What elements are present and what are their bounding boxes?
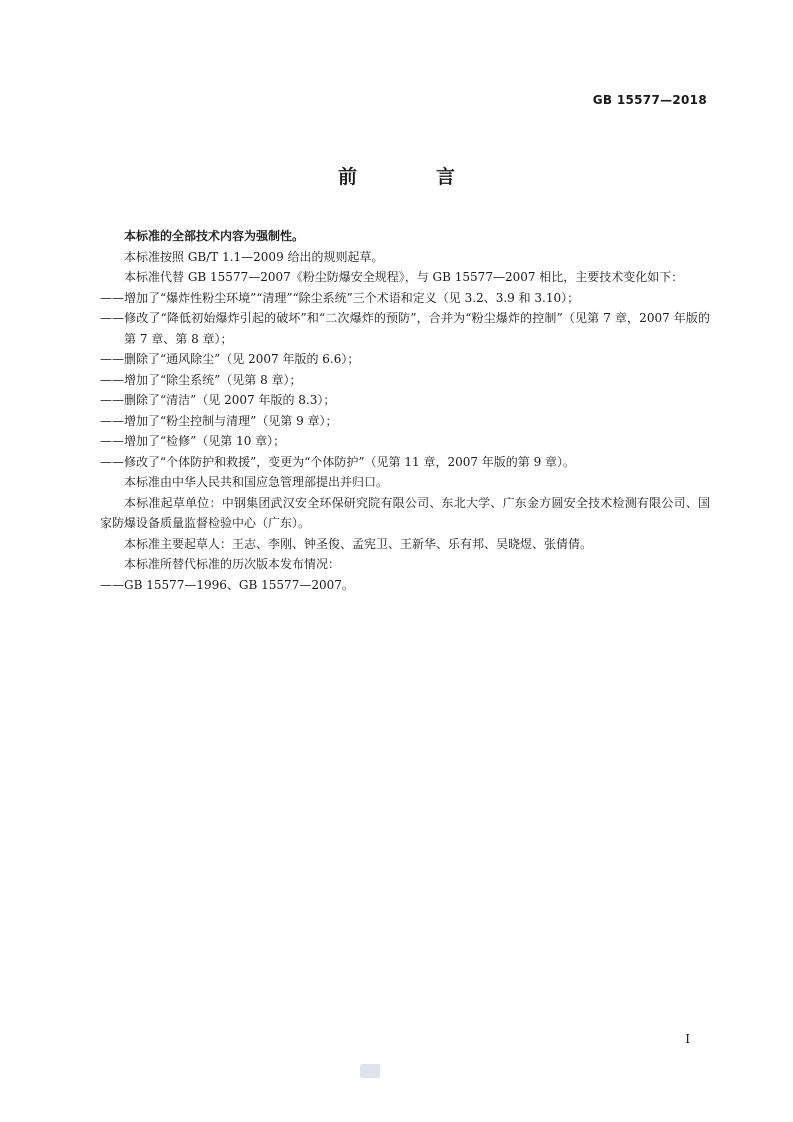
- standard-code: GB 15577—2018: [592, 93, 707, 107]
- foreword-body: [100, 226, 710, 595]
- paragraph-drafting-rules: 本标准按照 GB/T 1.1—2009 给出的规则起草。: [124, 249, 384, 264]
- list-item: ——删除了“清洁”（见 2007 年版的 8.3）；: [100, 393, 336, 407]
- paragraph-drafting-units: 本标准起草单位：中钢集团武汉安全环保研究院有限公司、东北大学、广东金方圆安全技术检测有限公司、国家防爆设备质量监督检验中心（广东）。: [100, 495, 710, 530]
- page-title: 前 言: [337, 166, 485, 188]
- list-item: ——GB 15577—1996、GB 15577—2007。: [100, 577, 354, 592]
- list-item: ——增加了“爆炸性粉尘环境”“清理”“除尘系统”三个术语和定义（见 3.2、3.9 和 3.10）；: [100, 290, 580, 305]
- list-item: ——增加了“粉尘控制与清理”（见第 9 章）；: [100, 413, 338, 428]
- list-item: ——删除了“通风除尘”（见 2007 年版的 6.6）；: [100, 352, 360, 366]
- paragraph-mandatory: 本标准的全部技术内容为强制性。: [124, 229, 305, 243]
- paragraph-replaces: 本标准代替 GB 15577—2007《粉尘防爆安全规程》，与 GB 15577—2007 相比，主要技术变化如下：: [124, 270, 684, 284]
- paragraph-drafters: 本标准主要起草人：王志、李刚、钟圣俊、孟宪卫、王新华、乐有邦、吴晓煜、张倩倩。: [124, 536, 593, 551]
- watermark-stamp: [360, 1064, 380, 1078]
- paragraph-proposer: 本标准由中华人民共和国应急管理部提出并归口。: [124, 475, 389, 489]
- list-item: ——增加了“除尘系统”（见第 8 章）；: [100, 372, 302, 387]
- list-item: ——修改了“降低初始爆炸引起的破坏”和“二次爆炸的预防”，合并为“粉尘爆炸的控制”（见第 7 章，2007 年版的第 7 章、第 8 章）；: [100, 311, 710, 346]
- list-item: ——增加了“检修”（见第 10 章）；: [100, 434, 286, 448]
- page-number: I: [685, 1032, 690, 1046]
- list-item: ——修改了“个体防护和救援”，变更为“个体防护”（见第 11 章，2007 年版的第 9 章）。: [100, 454, 576, 469]
- paragraph-previous-editions: 本标准所替代标准的历次版本发布情况：: [124, 557, 341, 571]
